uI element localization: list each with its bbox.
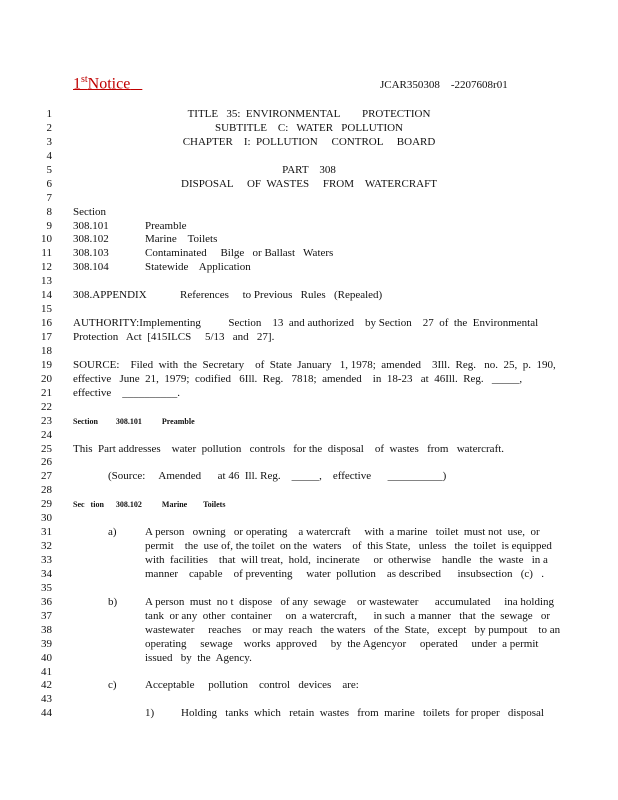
- document-line: [0, 512, 618, 526]
- line-number: 41: [41, 665, 52, 678]
- line-text: AUTHORITY:Implementing Section 13 and authorized by Section 27 of the Environmental: [73, 317, 539, 330]
- line-number: 4: [46, 149, 52, 162]
- line-number: 38: [41, 623, 52, 636]
- document-body: [0, 108, 618, 721]
- document-line: [0, 554, 618, 568]
- document-line: [0, 359, 618, 373]
- section-heading-text: Sec tion 308.102 Marine Toilets: [73, 500, 226, 510]
- line-number: 21: [41, 386, 52, 399]
- document-line: [0, 596, 618, 610]
- document-line: [0, 303, 618, 317]
- line-text: Contaminated Bilge or Ballast Waters: [145, 247, 334, 260]
- line-number: 15: [41, 303, 52, 316]
- document-line: [0, 108, 618, 122]
- document-line: [0, 275, 618, 289]
- line-number: 29: [41, 498, 52, 511]
- notice-superscript: st: [81, 74, 88, 85]
- line-text: Marine Toilets: [145, 233, 218, 246]
- centered-heading-text: SUBTITLE C: WATER POLLUTION: [214, 121, 403, 134]
- notice-label: [73, 74, 142, 93]
- document-line: [0, 261, 618, 275]
- line-number: 22: [41, 400, 52, 413]
- document-line: [0, 345, 618, 359]
- line-number: 34: [41, 567, 52, 580]
- line-number: 32: [41, 540, 52, 553]
- notice-prefix: 1: [73, 75, 81, 93]
- line-text: 308.102: [73, 233, 109, 246]
- centered-heading-text: TITLE 35: ENVIRONMENTAL PROTECTION: [187, 108, 431, 120]
- line-number: 31: [41, 526, 52, 539]
- line-number: 5: [46, 163, 52, 176]
- line-text: Section: [73, 205, 106, 218]
- centered-heading-text: DISPOSAL OF WASTES FROM WATERCRAFT: [181, 177, 437, 190]
- line-text: operating sewage works approved by the Agencyor operated under a permit: [145, 637, 539, 650]
- line-number: 23: [41, 414, 52, 427]
- line-number: 12: [41, 261, 52, 274]
- document-line: [0, 456, 618, 470]
- line-number: 26: [41, 456, 52, 469]
- line-text: with facilities that will treat, hold, incinerate or otherwise handle the waste in a: [145, 554, 548, 566]
- document-line: [0, 178, 618, 192]
- line-text: permit the use of, the toilet on the waters of this State, unless the toilet is equipped: [145, 540, 552, 553]
- document-line: [0, 233, 618, 247]
- line-number: 30: [41, 512, 52, 525]
- document-line: [0, 429, 618, 443]
- document-line: [0, 164, 618, 178]
- line-number: 35: [41, 581, 52, 594]
- line-text: This Part addresses water pollution controls for the disposal of wastes from watercraft.: [73, 442, 505, 455]
- document-line: [0, 136, 618, 150]
- document-line: [0, 415, 618, 429]
- line-number: 43: [41, 693, 52, 706]
- line-text: 308.101: [73, 219, 109, 232]
- line-number: 6: [46, 177, 52, 190]
- document-line: [0, 679, 618, 693]
- line-text: Protection Act [415ILCS 5/13 and 27].: [73, 331, 275, 343]
- document-line: [0, 373, 618, 387]
- document-line: [0, 652, 618, 666]
- document-line: [0, 638, 618, 652]
- line-text: manner capable of preventing water pollution as described insubsection (c) .: [145, 567, 544, 580]
- line-number: 10: [41, 233, 52, 246]
- document-line: [0, 150, 618, 164]
- document-line: [0, 387, 618, 401]
- document-line: [0, 289, 618, 303]
- line-text: effective __________.: [73, 386, 181, 399]
- document-line: [0, 470, 618, 484]
- line-text: Statewide Application: [145, 261, 251, 274]
- line-number: 40: [41, 651, 52, 664]
- line-text: a): [108, 526, 117, 539]
- document-line: [0, 666, 618, 680]
- document-line: [0, 401, 618, 415]
- line-text: Holding tanks which retain wastes from marine toilets for proper disposal: [181, 707, 544, 720]
- document-line: [0, 206, 618, 220]
- document-line: [0, 192, 618, 206]
- line-text: wastewater reaches or may reach the waters of the State, except by pumpout to an: [145, 623, 561, 636]
- line-text: SOURCE: Filed with the Secretary of State January 1, 1978; amended 3Ill. Reg. no. 25, p. 190,: [73, 358, 556, 371]
- line-number: 39: [41, 637, 52, 650]
- line-number: 24: [41, 428, 52, 441]
- line-number: 33: [41, 554, 52, 566]
- document-line: [0, 443, 618, 457]
- notice-tail: [130, 75, 142, 92]
- line-number: 13: [41, 275, 52, 288]
- document-line: [0, 498, 618, 512]
- line-text: effective June 21, 1979; codified 6Ill. Reg. 7818; amended in 18-23 at 46Ill. Reg. _____,: [73, 372, 523, 385]
- line-number: 18: [41, 344, 52, 357]
- document-id: JCAR350308 -2207608r01: [380, 79, 508, 91]
- line-number: 3: [46, 135, 52, 148]
- line-number: 7: [46, 191, 52, 204]
- document-line: [0, 707, 618, 721]
- document-line: [0, 540, 618, 554]
- line-number: 42: [41, 679, 52, 692]
- document-line: [0, 610, 618, 624]
- line-number: 20: [41, 372, 52, 385]
- line-text: 308.104: [73, 261, 109, 274]
- line-number: 37: [41, 609, 52, 622]
- section-heading-text: Section 308.101 Preamble: [73, 416, 195, 426]
- line-number: 2: [46, 121, 52, 134]
- line-text: A person must no t dispose of any sewage or wastewater accumulated ina holding: [145, 595, 555, 608]
- line-text: c): [108, 679, 117, 692]
- document-line: [0, 122, 618, 136]
- line-number: 17: [41, 331, 52, 343]
- line-number: 16: [41, 317, 52, 330]
- document-line: [0, 331, 618, 345]
- line-text: Preamble: [145, 219, 187, 232]
- line-number: 44: [41, 707, 52, 720]
- line-number: 36: [41, 595, 52, 608]
- centered-heading-text: PART 308: [282, 163, 336, 176]
- document-line: [0, 484, 618, 498]
- document-line: [0, 317, 618, 331]
- line-number: 1: [46, 108, 52, 120]
- document-line: [0, 247, 618, 261]
- line-text: issued by the Agency.: [145, 651, 252, 664]
- line-text: A person owning or operating a watercraft with a marine toilet must not use, or: [145, 526, 540, 539]
- line-text: References to Previous Rules (Repealed): [180, 289, 383, 302]
- line-number: 28: [41, 484, 52, 497]
- document-line: [0, 568, 618, 582]
- line-text: b): [108, 595, 118, 608]
- line-text: tank or any other container on a watercraft, in such a manner that the sewage or: [145, 609, 551, 622]
- document-line: [0, 582, 618, 596]
- line-number: 25: [41, 442, 52, 455]
- document-line: [0, 526, 618, 540]
- line-text: (Source: Amended at 46 Ill. Reg. _____, effective __________): [108, 470, 447, 483]
- document-line: [0, 220, 618, 234]
- line-number: 9: [46, 219, 52, 232]
- line-text: Acceptable pollution control devices are:: [145, 679, 359, 692]
- line-number: 8: [46, 205, 52, 218]
- line-text: 308.103: [73, 247, 109, 260]
- document-line: [0, 624, 618, 638]
- line-number: 14: [41, 289, 52, 302]
- line-number: 19: [41, 358, 52, 371]
- line-text: 308.APPENDIX: [73, 289, 147, 302]
- notice-word: Notice: [87, 75, 131, 93]
- line-number: 27: [41, 470, 52, 483]
- line-number: 11: [41, 247, 52, 260]
- document-line: [0, 693, 618, 707]
- line-text: 1): [145, 707, 155, 720]
- centered-heading-text: CHAPTER I: POLLUTION CONTROL BOARD: [182, 135, 436, 148]
